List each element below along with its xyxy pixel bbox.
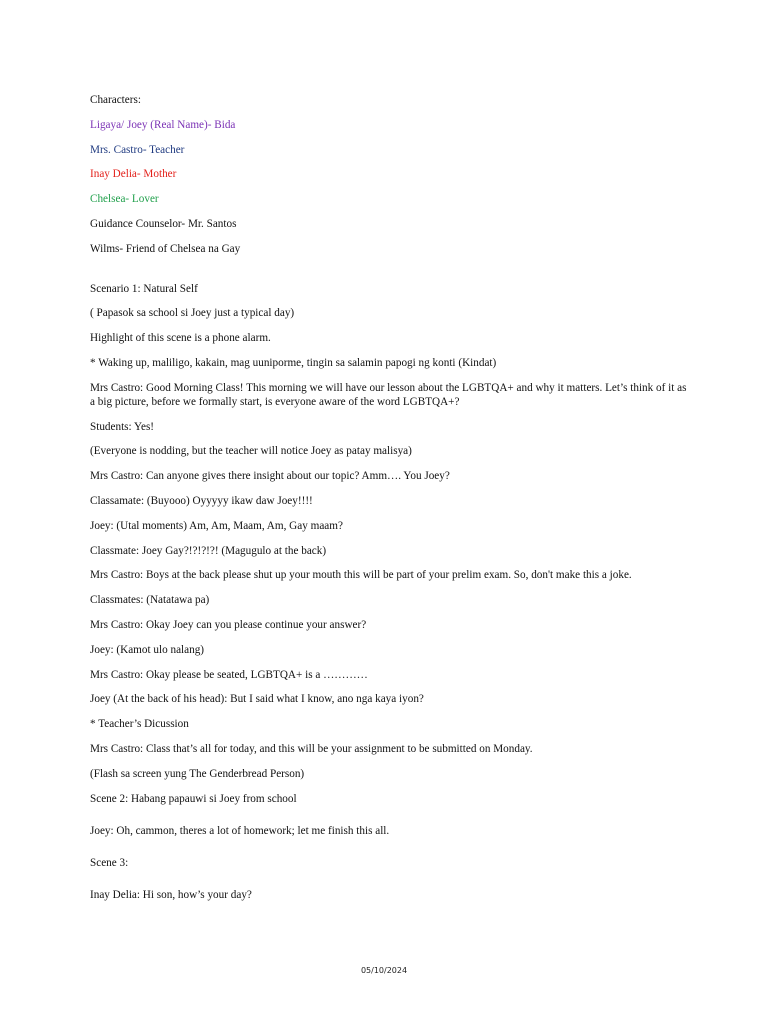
character-chelsea: Chelsea- Lover — [90, 193, 159, 206]
dialogue-line: Joey (At the back of his head): But I said what I know, ano nga kaya iyon? — [90, 693, 424, 706]
section-spacer — [90, 267, 690, 282]
stage-direction: (Flash sa screen yung The Genderbread Person) — [90, 767, 305, 780]
character-wilms: Wilms- Friend of Chelsea na Gay — [90, 242, 241, 255]
dialogue-line: Mrs Castro: Okay please be seated, LGBTQA+ is a ………… — [90, 668, 368, 681]
scene-2-heading: Scene 2: Habang papauwi si Joey from school — [90, 792, 297, 805]
stage-direction: ( Papasok sa school si Joey just a typical day) — [90, 307, 295, 320]
dialogue-line: Classmates: (Natatawa pa) — [90, 594, 210, 607]
characters-heading: Characters: — [90, 94, 141, 106]
dialogue-line: Classamate: (Buyooo) Oyyyyy ikaw daw Joey!!!! — [90, 494, 313, 507]
stage-direction: (Everyone is nodding, but the teacher will notice Joey as patay malisya) — [90, 445, 412, 458]
stage-direction: * Teacher’s Dicussion — [90, 718, 189, 731]
dialogue-line: Mrs Castro: Okay Joey can you please continue your answer? — [90, 618, 367, 631]
footer-date: 05/10/2024 — [360, 966, 408, 975]
scene-3-heading: Scene 3: — [90, 856, 129, 869]
dialogue-line: Joey: Oh, cammon, theres a lot of homework; let me finish this all. — [90, 824, 390, 837]
script-content — [90, 93, 690, 912]
dialogue-line: Joey: (Utal moments) Am, Am, Maam, Am, Gay maam? — [90, 519, 343, 532]
dialogue-line: Mrs Castro: Good Morning Class! This morning we will have our lesson about the LGBTQA+ and why it matters. Let’s think of it as a big picture, before we formally start, is everyone aware of the word LGBTQA+? — [90, 381, 687, 408]
scenario-1-heading: Scenario 1: Natural Self — [90, 282, 198, 295]
dialogue-line: Classmate: Joey Gay?!?!?!?! (Magugulo at the back) — [90, 544, 327, 557]
character-inay-delia: Inay Delia- Mother — [90, 168, 177, 181]
character-ligaya-joey: Ligaya/ Joey (Real Name)- Bida — [90, 118, 236, 131]
dialogue-line: Mrs Castro: Class that’s all for today, and this will be your assignment to be submitted on Monday. — [90, 742, 533, 755]
dialogue-line: Mrs Castro: Can anyone gives there insight about our topic? Amm…. You Joey? — [90, 470, 450, 483]
stage-direction: * Waking up, maliligo, kakain, mag uuniporme, tingin sa salamin papogi ng konti (Kindat) — [90, 356, 497, 369]
stage-direction: Highlight of this scene is a phone alarm. — [90, 332, 271, 345]
character-mrs-castro: Mrs. Castro- Teacher — [90, 143, 185, 156]
character-guidance-counselor: Guidance Counselor- Mr. Santos — [90, 217, 237, 230]
dialogue-line: Students: Yes! — [90, 420, 155, 433]
dialogue-line: Joey: (Kamot ulo nalang) — [90, 643, 205, 656]
dialogue-line: Mrs Castro: Boys at the back please shut up your mouth this will be part of your prelim exam. So, don't make this a joke. — [90, 569, 632, 582]
dialogue-line: Inay Delia: Hi son, how’s your day? — [90, 888, 252, 901]
